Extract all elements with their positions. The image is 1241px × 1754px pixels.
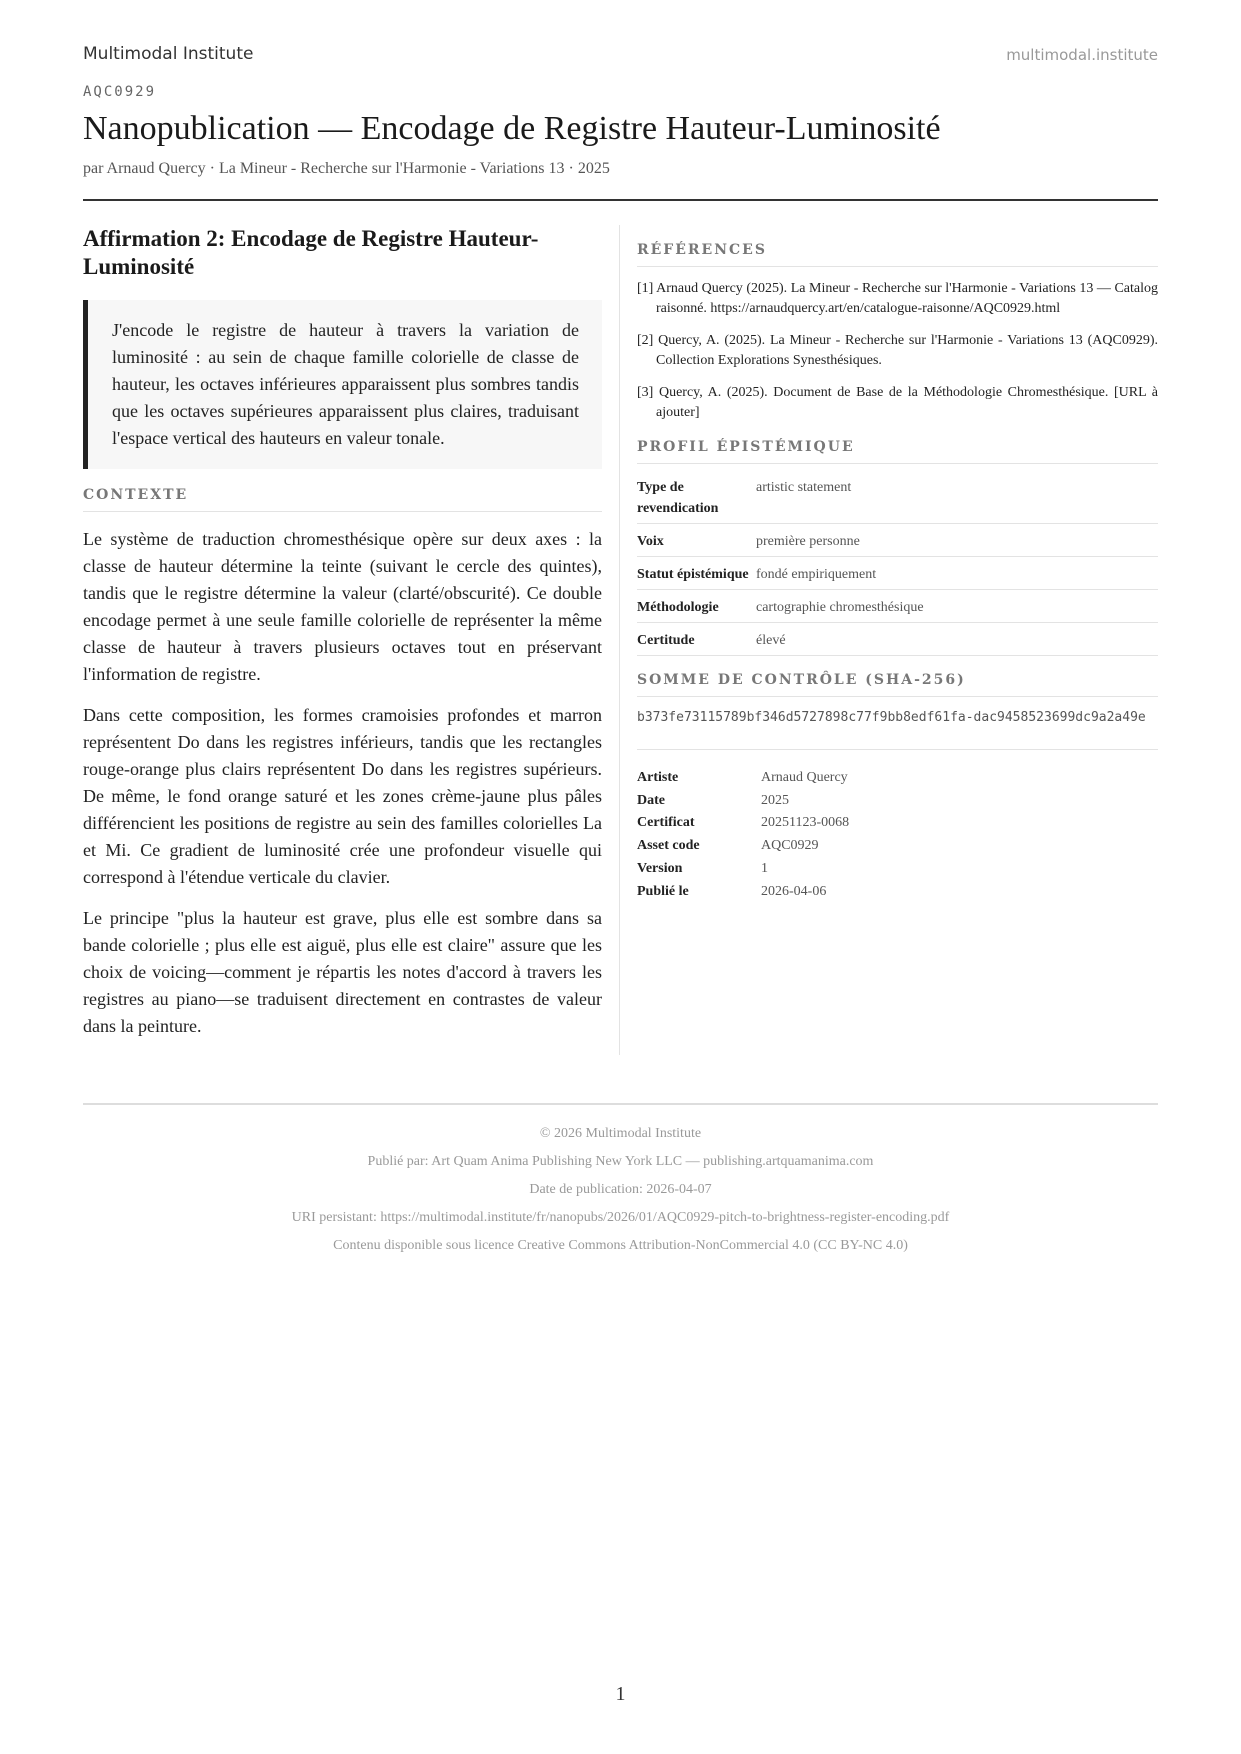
claim-quote: J'encode le registre de hauteur à travers la variation de luminosité : au sein de chaque famille colorielle de classe de hauteur, les octaves inférieures apparaissent plus sombres tandis que les octaves supérieures apparaissent plus claires, traduisant l'espace vertical des hauteurs en valeur tonale.: [83, 300, 602, 469]
table-row: [637, 858, 849, 881]
footer-divider: [83, 1103, 1158, 1105]
table-row: [637, 557, 1158, 590]
site-domain: multimodal.institute: [1006, 46, 1158, 64]
footer-copyright: © 2026 Multimodal Institute: [539, 1126, 702, 1141]
epistemic-heading: PROFIL ÉPISTÉMIQUE: [637, 439, 1158, 464]
reference-list: [637, 279, 1158, 423]
footer-publication-date: Date de publication: 2026-04-07: [529, 1182, 712, 1197]
footer: [83, 1120, 1158, 1260]
table-row: [637, 767, 849, 790]
epistemic-table: [637, 470, 1158, 656]
table-row: [637, 790, 849, 813]
brand-name: Multimodal Institute: [83, 44, 254, 64]
table-row: [637, 812, 849, 835]
references-heading: RÉFÉRENCES: [637, 242, 1158, 267]
epistemic-value: artistic statement: [756, 470, 1158, 524]
checksum-heading: SOMME DE CONTRÔLE (SHA-256): [637, 672, 1158, 697]
reference-item: [2] Quercy, A. (2025). La Mineur - Recherche sur l'Harmonie - Variations 13 (AQC0929). Collection Explorations Synesthésiques.: [637, 333, 1158, 368]
top-bar: [83, 44, 1158, 68]
sidebar: [637, 242, 1158, 903]
epistemic-key: Certitude: [637, 623, 756, 656]
metadata-value: AQC0929: [761, 838, 819, 854]
checksum-value: b373fe73115789bf346d5727898c77f9bb8edf61fa-dac9458523699dc9a2a49e: [637, 708, 1158, 750]
epistemic-key: Type de revendication: [637, 470, 756, 524]
metadata-value: 2026-04-06: [761, 883, 827, 899]
epistemic-key: Méthodologie: [637, 590, 756, 623]
reference-item: [3] Quercy, A. (2025). Document de Base de la Méthodologie Chromesthésique. [URL à ajouter]: [637, 385, 1158, 420]
epistemic-value: élevé: [756, 623, 1158, 656]
metadata-key: Date: [637, 792, 665, 808]
footer-publisher: Publié par: Art Quam Anima Publishing New York LLC — publishing.artquamanima.com: [367, 1154, 874, 1169]
context-paragraph: Le principe "plus la hauteur est grave, plus elle est sombre dans sa bande colorielle ; plus elle est aiguë, plus elle est claire" assure que les choix de voicing—comment je répartis les notes d'accord à travers les registres au piano—se traduisent directement en contrastes de valeur dans la peinture.: [83, 908, 602, 1036]
footer-license: Contenu disponible sous licence Creative Commons Attribution-NonCommercial 4.0 (CC BY-NC 4.0): [333, 1238, 908, 1253]
table-row: [637, 623, 1158, 656]
byline: par Arnaud Quercy · La Mineur - Recherche sur l'Harmonie - Variations 13 · 2025: [83, 160, 610, 177]
reference-item: [1] Arnaud Quercy (2025). La Mineur - Recherche sur l'Harmonie - Variations 13 — Catalog raisonné. https://arnaudquercy.art/en/catalogue-raisonne/AQC0929.html: [637, 281, 1158, 316]
context-heading: CONTEXTE: [83, 487, 602, 512]
page-number: 1: [615, 1683, 626, 1705]
main-column: [83, 225, 602, 1040]
metadata-value: 2025: [761, 792, 789, 808]
epistemic-value: cartographie chromesthésique: [756, 590, 1158, 623]
table-row: [637, 835, 849, 858]
metadata-key: Publié le: [637, 883, 689, 899]
metadata-key: Artiste: [637, 770, 679, 785]
asset-code: AQC0929: [83, 84, 157, 100]
claim-heading: Affirmation 2: Encodage de Registre Hauteur-Luminosité: [83, 226, 539, 279]
document-page: [83, 0, 1158, 1754]
epistemic-value: fondé empiriquement: [756, 557, 1158, 590]
epistemic-key: Statut épistémique: [637, 557, 756, 590]
footer-persistent-uri: URI persistant: https://multimodal.institute/fr/nanopubs/2026/01/AQC0929-pitch-to-brightness-register-encoding.pdf: [291, 1210, 950, 1225]
metadata-key: Certificat: [637, 815, 695, 831]
page-title: Nanopublication — Encodage de Registre Hauteur-Luminosité: [83, 110, 941, 147]
metadata-key: Asset code: [637, 838, 700, 854]
epistemic-key: Voix: [637, 524, 756, 557]
table-row: [637, 881, 849, 904]
context-paragraph: Le système de traduction chromesthésique opère sur deux axes : la classe de hauteur détermine la teinte (suivant le cercle des quintes), tandis que le registre détermine la valeur (clarté/obscurité). Ce double encodage permet à une seule famille colorielle de représenter la même classe de hauteur à travers plusieurs octaves tout en préservant l'information de registre.: [83, 529, 602, 684]
metadata-key: Version: [637, 860, 683, 876]
metadata-value: 1: [761, 860, 768, 876]
metadata-table: [637, 767, 849, 903]
context-paragraph: Dans cette composition, les formes cramoisies profondes et marron représentent Do dans les registres inférieurs, tandis que les rectangles rouge-orange plus clairs représentent Do dans les registres supérieurs. De même, le fond orange saturé et les zones crème-jaune plus pâles différencient les positions de registre au sein des familles colorielles La et Mi. Ce gradient de luminosité crée une profondeur visuelle qui correspond à l'étendue verticale du clavier.: [83, 705, 602, 887]
column-divider: [619, 225, 620, 1055]
metadata-value: Arnaud Quercy: [761, 770, 848, 785]
metadata-value: 20251123-0068: [761, 815, 850, 831]
table-row: [637, 524, 1158, 557]
epistemic-value: première personne: [756, 524, 1158, 557]
table-row: [637, 590, 1158, 623]
header-divider: [83, 199, 1158, 201]
table-row: [637, 470, 1158, 524]
